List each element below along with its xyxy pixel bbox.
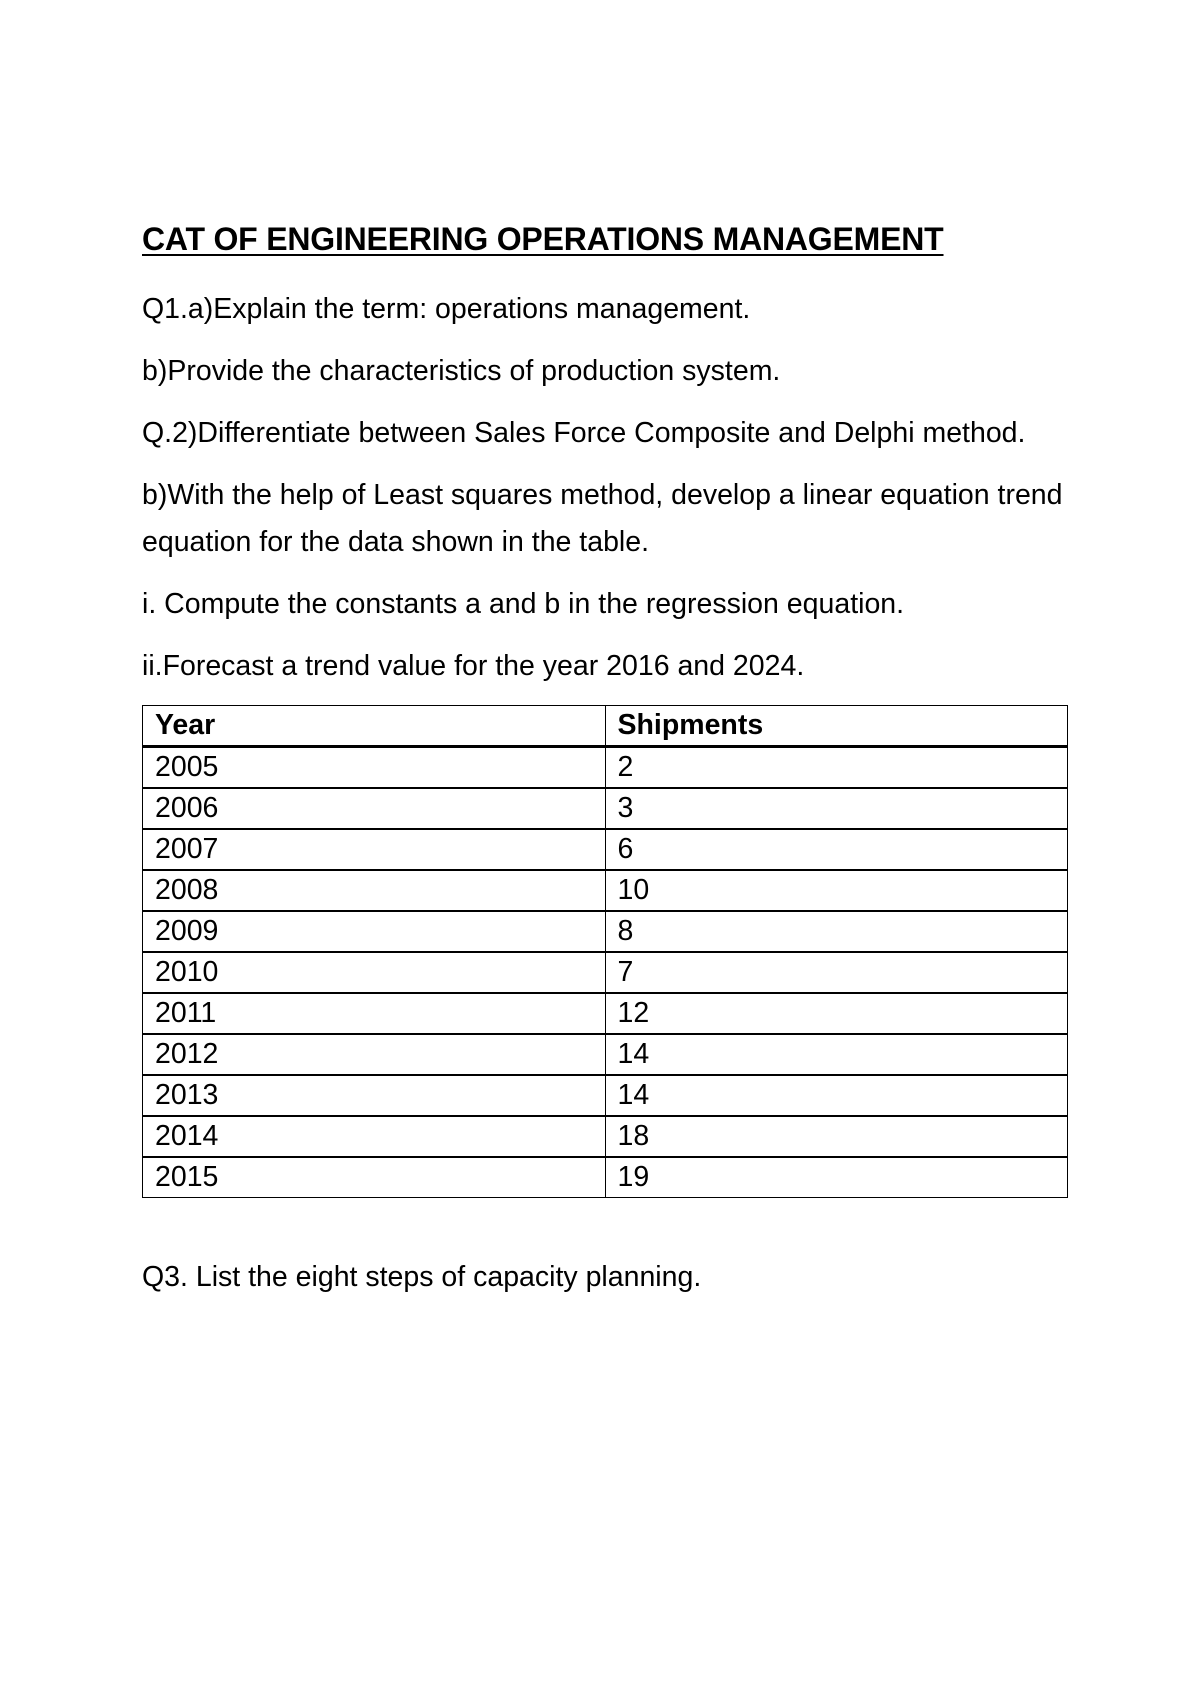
cell-shipments: 2 [605,747,1068,788]
cell-year: 2014 [143,1116,606,1157]
header-year: Year [143,706,606,747]
cell-shipments: 6 [605,829,1068,870]
cell-year: 2007 [143,829,606,870]
table-row [143,1157,1068,1198]
table-row [143,911,1068,952]
table-row [143,952,1068,993]
table-row [143,788,1068,829]
table-row [143,1034,1068,1075]
cell-year: 2010 [143,952,606,993]
cell-year: 2009 [143,911,606,952]
cell-shipments: 8 [605,911,1068,952]
question-2b-i: i. Compute the constants a and b in the regression equation. [142,588,905,620]
table-row [143,829,1068,870]
shipments-table [142,705,1068,1198]
question-1a: Q1.a)Explain the term: operations management. [142,293,751,325]
question-3: Q3. List the eight steps of capacity planning. [142,1261,702,1293]
question-1b: b)Provide the characteristics of production system. [142,355,781,387]
cell-shipments: 3 [605,788,1068,829]
cell-shipments: 19 [605,1157,1068,1198]
cell-year: 2015 [143,1157,606,1198]
cell-year: 2013 [143,1075,606,1116]
cell-shipments: 12 [605,993,1068,1034]
cell-year: 2008 [143,870,606,911]
table-row [143,1075,1068,1116]
question-2b: b)With the help of Least squares method, develop a linear equation trend equation for the data shown in the table. [142,479,1063,558]
cell-shipments: 18 [605,1116,1068,1157]
cell-shipments: 10 [605,870,1068,911]
cell-year: 2012 [143,1034,606,1075]
header-shipments: Shipments [605,706,1068,747]
cell-year: 2011 [143,993,606,1034]
question-2a: Q.2)Differentiate between Sales Force Composite and Delphi method. [142,417,1026,449]
cell-year: 2005 [143,747,606,788]
table-row [143,747,1068,788]
table-row [143,993,1068,1034]
question-2b-ii: ii.Forecast a trend value for the year 2016 and 2024. [142,650,805,682]
cell-shipments: 14 [605,1075,1068,1116]
table-header-row [143,706,1068,747]
table-row [143,1116,1068,1157]
cell-shipments: 7 [605,952,1068,993]
document-content [142,218,1072,1316]
table-row [143,870,1068,911]
cell-shipments: 14 [605,1034,1068,1075]
document-title: CAT OF ENGINEERING OPERATIONS MANAGEMENT [142,221,944,257]
cell-year: 2006 [143,788,606,829]
